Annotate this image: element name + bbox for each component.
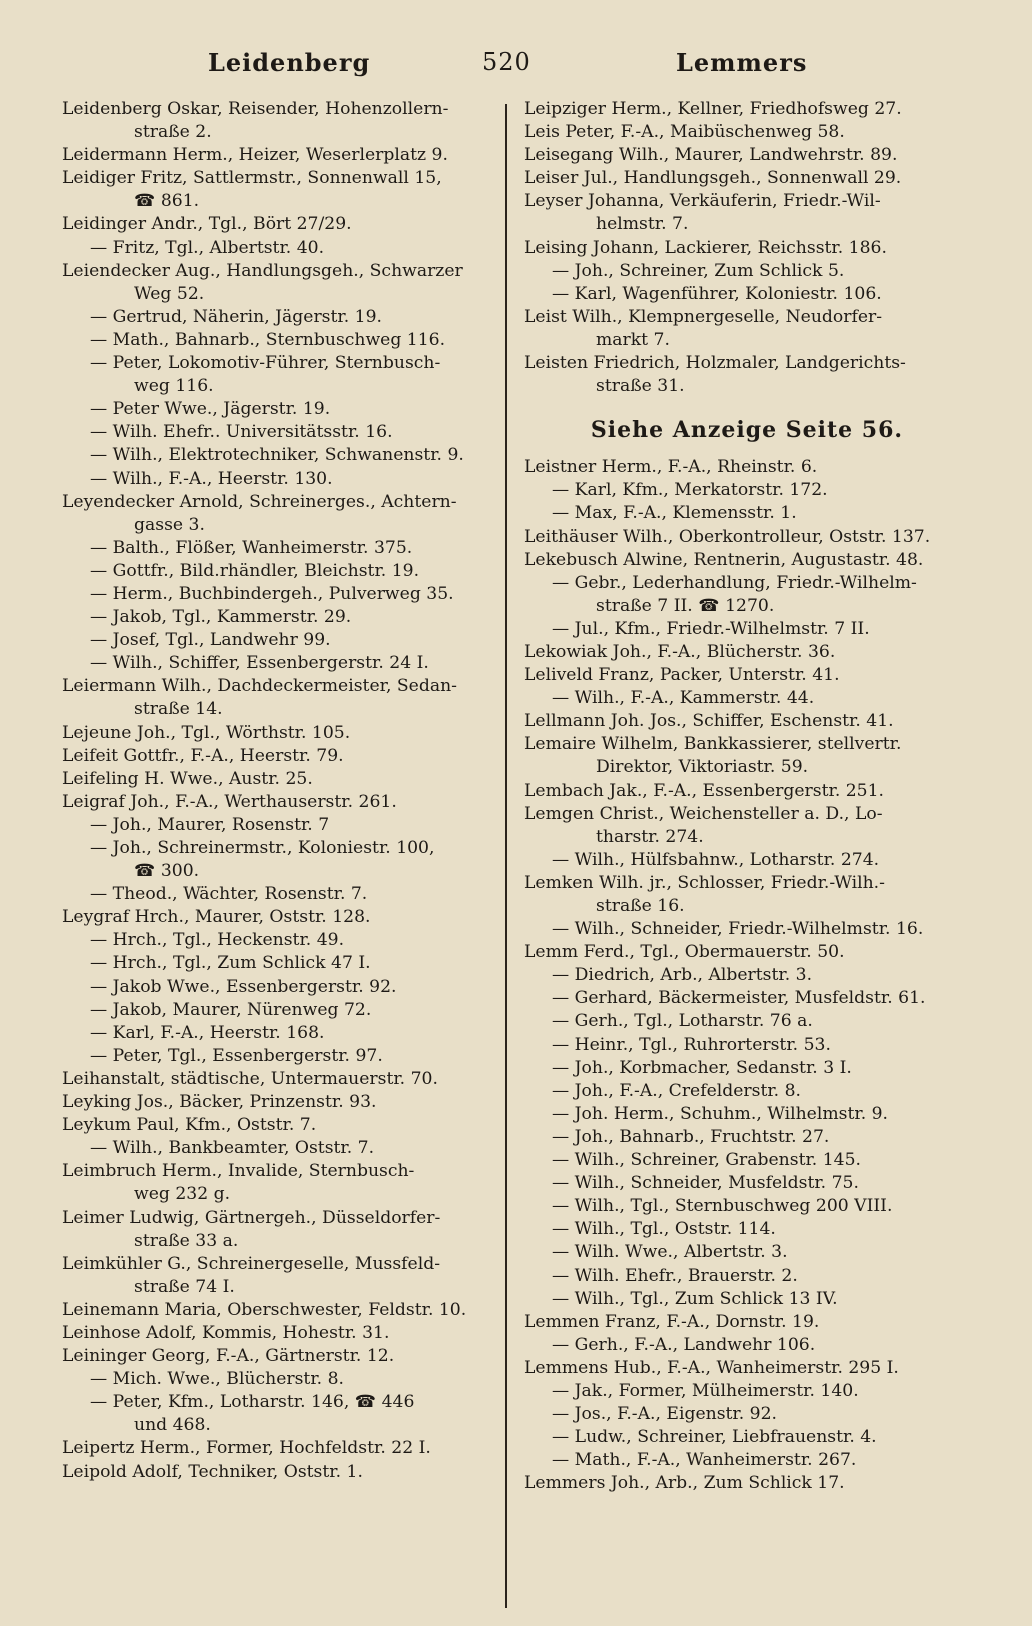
directory-entry-line: — Wilh., Schreiner, Grabenstr. 145.: [552, 1150, 862, 1171]
directory-entry-line: Leiendecker Aug., Handlungsgeh., Schwarzer: [62, 260, 463, 281]
directory-entry-line: Leifeit Gottfr., F.-A., Heerstr. 79.: [62, 745, 344, 766]
advertisement-notice: Siehe Anzeige Seite 56.: [590, 417, 904, 444]
directory-entry-line: — Jak., Former, Mülheimerstr. 140.: [552, 1380, 859, 1401]
directory-entry-line: straße 16.: [596, 896, 685, 916]
directory-entry-line: — Joh., F.-A., Crefelderstr. 8.: [552, 1080, 802, 1101]
directory-entry-line: — Math., Bahnarb., Sternbuschweg 116.: [90, 329, 446, 350]
directory-entry-line: — Wilh. Ehefr.. Universitätsstr. 16.: [90, 422, 393, 443]
directory-entry-line: Leliveld Franz, Packer, Unterstr. 41.: [524, 665, 840, 686]
directory-entry-line: — Peter, Kfm., Lotharstr. 146, ☎ 446: [90, 1392, 415, 1413]
directory-entry-line: Leinhose Adolf, Kommis, Hohestr. 31.: [62, 1322, 390, 1343]
right-column-bottom: [524, 456, 970, 1495]
directory-entry-line: Leis Peter, F.-A., Maibüschenweg 58.: [524, 122, 845, 143]
directory-entry-line: — Hrch., Tgl., Heckenstr. 49.: [90, 930, 345, 951]
page-number: 520: [482, 48, 531, 76]
directory-entry-line: — Joh. Herm., Schuhm., Wilhelmstr. 9.: [552, 1103, 889, 1124]
directory-entry-line: — Gottfr., Bild.rhändler, Bleichstr. 19.: [90, 560, 420, 581]
directory-entry-line: — Joh., Maurer, Rosenstr. 7: [90, 814, 330, 835]
directory-entry-line: — Joh., Bahnarb., Fruchtstr. 27.: [552, 1126, 830, 1147]
directory-entry-line: Leimbruch Herm., Invalide, Sternbusch-: [62, 1161, 415, 1182]
directory-entry-line: — Max, F.-A., Klemensstr. 1.: [552, 503, 797, 524]
directory-entry-line: straße 74 I.: [134, 1276, 235, 1297]
directory-entry-line: — Gerh., F.-A., Landwehr 106.: [552, 1334, 816, 1355]
directory-entry-line: — Peter, Tgl., Essenbergerstr. 97.: [90, 1045, 383, 1066]
directory-entry-line: — Wilh. Wwe., Albertstr. 3.: [552, 1242, 788, 1263]
directory-entry-line: — Wilh., F.-A., Kammerstr. 44.: [552, 688, 815, 709]
directory-entry-line: markt 7.: [596, 329, 670, 350]
directory-entry-line: — Gebr., Lederhandlung, Friedr.-Wilhelm-: [552, 572, 917, 593]
directory-entry-line: weg 116.: [134, 376, 214, 397]
directory-entry-line: Leihanstalt, städtische, Untermauerstr. 70.: [62, 1068, 438, 1089]
column-divider: [505, 104, 507, 1608]
directory-entry-line: — Joh., Schreiner, Zum Schlick 5.: [552, 260, 845, 281]
directory-entry-line: — Peter, Lokomotiv-Führer, Sternbusch-: [90, 353, 441, 374]
directory-entry-line: Leistner Herm., F.-A., Rheinstr. 6.: [524, 457, 818, 478]
directory-entry-line: — Gerh., Tgl., Lotharstr. 76 a.: [552, 1011, 813, 1032]
directory-entry-line: helmstr. 7.: [596, 214, 689, 235]
directory-entry-line: — Joh., Schreinermstr., Koloniestr. 100,: [90, 838, 435, 858]
directory-entry-line: straße 14.: [134, 699, 223, 720]
directory-entry-line: — Theod., Wächter, Rosenstr. 7.: [90, 884, 368, 905]
directory-entry-line: Leidinger Andr., Tgl., Bört 27/29.: [62, 214, 352, 235]
directory-entry-line: — Wilh. Ehefr., Brauerstr. 2.: [552, 1265, 798, 1286]
directory-entry-line: Lemmen Franz, F.-A., Dornstr. 19.: [524, 1311, 820, 1332]
directory-entry-line: tharstr. 274.: [596, 826, 704, 847]
directory-entry-line: Leinemann Maria, Oberschwester, Feldstr. 10.: [62, 1299, 467, 1320]
directory-entry-line: — Karl, F.-A., Heerstr. 168.: [90, 1022, 325, 1043]
directory-entry-line: — Wilh., Tgl., Zum Schlick 13 IV.: [552, 1288, 838, 1309]
directory-entry-line: Leidermann Herm., Heizer, Weserlerplatz 9.: [62, 145, 448, 166]
directory-entry-line: Leipertz Herm., Former, Hochfeldstr. 22 I.: [62, 1438, 431, 1459]
directory-entry-line: — Heinr., Tgl., Ruhrorterstr. 53.: [552, 1034, 831, 1055]
directory-entry-line: — Gertrud, Näherin, Jägerstr. 19.: [90, 306, 382, 327]
directory-entry-line: Leipold Adolf, Techniker, Oststr. 1.: [62, 1461, 363, 1482]
directory-entry-line: — Wilh., Tgl., Sternbuschweg 200 VIII.: [552, 1196, 893, 1217]
directory-entry-line: Leiser Jul., Handlungsgeh., Sonnenwall 29.: [524, 168, 902, 189]
directory-entry-line: — Herm., Buchbindergeh., Pulverweg 35.: [90, 583, 454, 604]
directory-entry-line: — Wilh., Bankbeamter, Oststr. 7.: [90, 1138, 375, 1159]
directory-entry-line: Leisegang Wilh., Maurer, Landwehrstr. 89.: [524, 145, 898, 166]
directory-entry-line: Lemgen Christ., Weichensteller a. D., Lo-: [524, 803, 883, 824]
directory-entry-line: — Mich. Wwe., Blücherstr. 8.: [90, 1369, 344, 1390]
directory-entry-line: — Hrch., Tgl., Zum Schlick 47 I.: [90, 953, 371, 974]
directory-entry-line: — Karl, Wagenführer, Koloniestr. 106.: [552, 283, 882, 304]
directory-entry-line: Lejeune Joh., Tgl., Wörthstr. 105.: [62, 722, 351, 743]
directory-entry-line: Leimkühler G., Schreinergeselle, Mussfeld-: [62, 1253, 441, 1274]
directory-entry-line: — Wilh., Hülfsbahnw., Lotharstr. 274.: [552, 849, 880, 870]
page-header: [0, 48, 1032, 88]
directory-entry-line: Lemken Wilh. jr., Schlosser, Friedr.-Wilh.-: [524, 872, 885, 893]
directory-entry-line: Lekebusch Alwine, Rentnerin, Augustastr. 48.: [524, 549, 924, 570]
directory-entry-line: Leigraf Joh., F.-A., Werthauserstr. 261.: [62, 791, 397, 812]
directory-entry-line: — Ludw., Schreiner, Liebfrauenstr. 4.: [552, 1427, 877, 1448]
directory-entry-line: Leyendecker Arnold, Schreinerges., Achtern-: [62, 491, 457, 512]
directory-entry-line: Lemm Ferd., Tgl., Obermauerstr. 50.: [524, 942, 845, 963]
header-right-word: Lemmers: [676, 48, 808, 77]
directory-entry-line: straße 31.: [596, 376, 685, 397]
directory-entry-line: Leidiger Fritz, Sattlermstr., Sonnenwall 15,: [62, 168, 442, 189]
directory-entry-line: Leisten Friedrich, Holzmaler, Landgerichts-: [524, 353, 906, 374]
directory-entry-line: — Wilh., Tgl., Oststr. 114.: [552, 1219, 776, 1240]
directory-entry-line: ☎ 861.: [134, 191, 200, 212]
directory-entry-line: — Jakob, Maurer, Nürenweg 72.: [90, 999, 372, 1020]
directory-entry-line: — Josef, Tgl., Landwehr 99.: [90, 630, 331, 651]
directory-entry-line: — Diedrich, Arb., Albertstr. 3.: [552, 965, 813, 986]
directory-entry-line: Leimer Ludwig, Gärtnergeh., Düsseldorfer-: [62, 1207, 441, 1228]
directory-entry-line: und 468.: [134, 1415, 211, 1436]
directory-entry-line: weg 232 g.: [134, 1184, 231, 1205]
directory-entry-line: Leygraf Hrch., Maurer, Oststr. 128.: [62, 907, 371, 928]
directory-entry-line: Leist Wilh., Klempnergeselle, Neudorfer-: [524, 306, 883, 327]
directory-entry-line: Leidenberg Oskar, Reisender, Hohenzollern-: [62, 99, 449, 119]
directory-entry-line: — Gerhard, Bäckermeister, Musfeldstr. 61.: [552, 988, 926, 1009]
directory-entry-line: Leyser Johanna, Verkäuferin, Friedr.-Wil-: [524, 191, 881, 212]
directory-entry-line: — Wilh., Schneider, Friedr.-Wilhelmstr. 16.: [552, 919, 924, 940]
directory-entry-line: Lekowiak Joh., F.-A., Blücherstr. 36.: [524, 641, 836, 662]
directory-entry-line: Weg 52.: [134, 283, 205, 304]
directory-entry-line: — Jakob, Tgl., Kammerstr. 29.: [90, 607, 352, 628]
directory-entry-line: Lemaire Wilhelm, Bankkassierer, stellvertr.: [524, 734, 902, 755]
left-column: [62, 98, 498, 1484]
directory-entry-line: Leithäuser Wilh., Oberkontrolleur, Oststr. 137.: [524, 526, 931, 547]
right-column-top: [524, 98, 970, 398]
directory-entry-line: Leininger Georg, F.-A., Gärtnerstr. 12.: [62, 1346, 395, 1367]
directory-entry-line: Direktor, Viktoriastr. 59.: [596, 757, 809, 778]
right-column: [524, 98, 970, 1495]
directory-entry-line: Lemmers Joh., Arb., Zum Schlick 17.: [524, 1473, 845, 1494]
directory-entry-line: Leiermann Wilh., Dachdeckermeister, Sedan-: [62, 676, 457, 697]
directory-entry-line: — Karl, Kfm., Merkatorstr. 172.: [552, 480, 828, 501]
directory-entry-line: Lemmens Hub., F.-A., Wanheimerstr. 295 I.: [524, 1357, 899, 1378]
header-left-word: Leidenberg: [208, 48, 371, 77]
directory-entry-line: Leipziger Herm., Kellner, Friedhofsweg 27.: [524, 99, 902, 119]
directory-entry-line: Lellmann Joh. Jos., Schiffer, Eschenstr. 41.: [524, 711, 894, 732]
directory-entry-line: Leykum Paul, Kfm., Oststr. 7.: [62, 1115, 317, 1136]
directory-entry-line: — Jos., F.-A., Eigenstr. 92.: [552, 1404, 778, 1425]
directory-entry-line: — Wilh., Schneider, Musfeldstr. 75.: [552, 1173, 859, 1194]
directory-entry-line: — Wilh., Elektrotechniker, Schwanenstr. 9.: [90, 445, 464, 466]
directory-entry-line: Leising Johann, Lackierer, Reichsstr. 186.: [524, 237, 887, 258]
directory-entry-line: straße 33 a.: [134, 1230, 239, 1251]
directory-entry-line: — Jakob Wwe., Essenbergerstr. 92.: [90, 976, 397, 997]
directory-entry-line: gasse 3.: [134, 514, 205, 535]
directory-entry-line: — Wilh., F.-A., Heerstr. 130.: [90, 468, 333, 489]
directory-entry-line: — Balth., Flößer, Wanheimerstr. 375.: [90, 537, 413, 558]
directory-entry-line: — Math., F.-A., Wanheimerstr. 267.: [552, 1450, 857, 1471]
directory-entry-line: — Jul., Kfm., Friedr.-Wilhelmstr. 7 II.: [552, 618, 870, 639]
directory-entry-line: Lembach Jak., F.-A., Essenbergerstr. 251.: [524, 780, 885, 801]
directory-entry-line: — Peter Wwe., Jägerstr. 19.: [90, 399, 331, 420]
directory-entry-line: Leifeling H. Wwe., Austr. 25.: [62, 768, 313, 789]
directory-entry-line: ☎ 300.: [134, 861, 200, 882]
directory-entry-line: straße 7 II. ☎ 1270.: [596, 595, 775, 616]
directory-entry-line: — Wilh., Schiffer, Essenbergerstr. 24 I.: [90, 653, 429, 674]
directory-entry-line: Leyking Jos., Bäcker, Prinzenstr. 93.: [62, 1092, 377, 1113]
directory-entry-line: straße 2.: [134, 122, 212, 143]
directory-entry-line: — Fritz, Tgl., Albertstr. 40.: [90, 237, 325, 258]
directory-entry-line: — Joh., Korbmacher, Sedanstr. 3 I.: [552, 1057, 852, 1078]
